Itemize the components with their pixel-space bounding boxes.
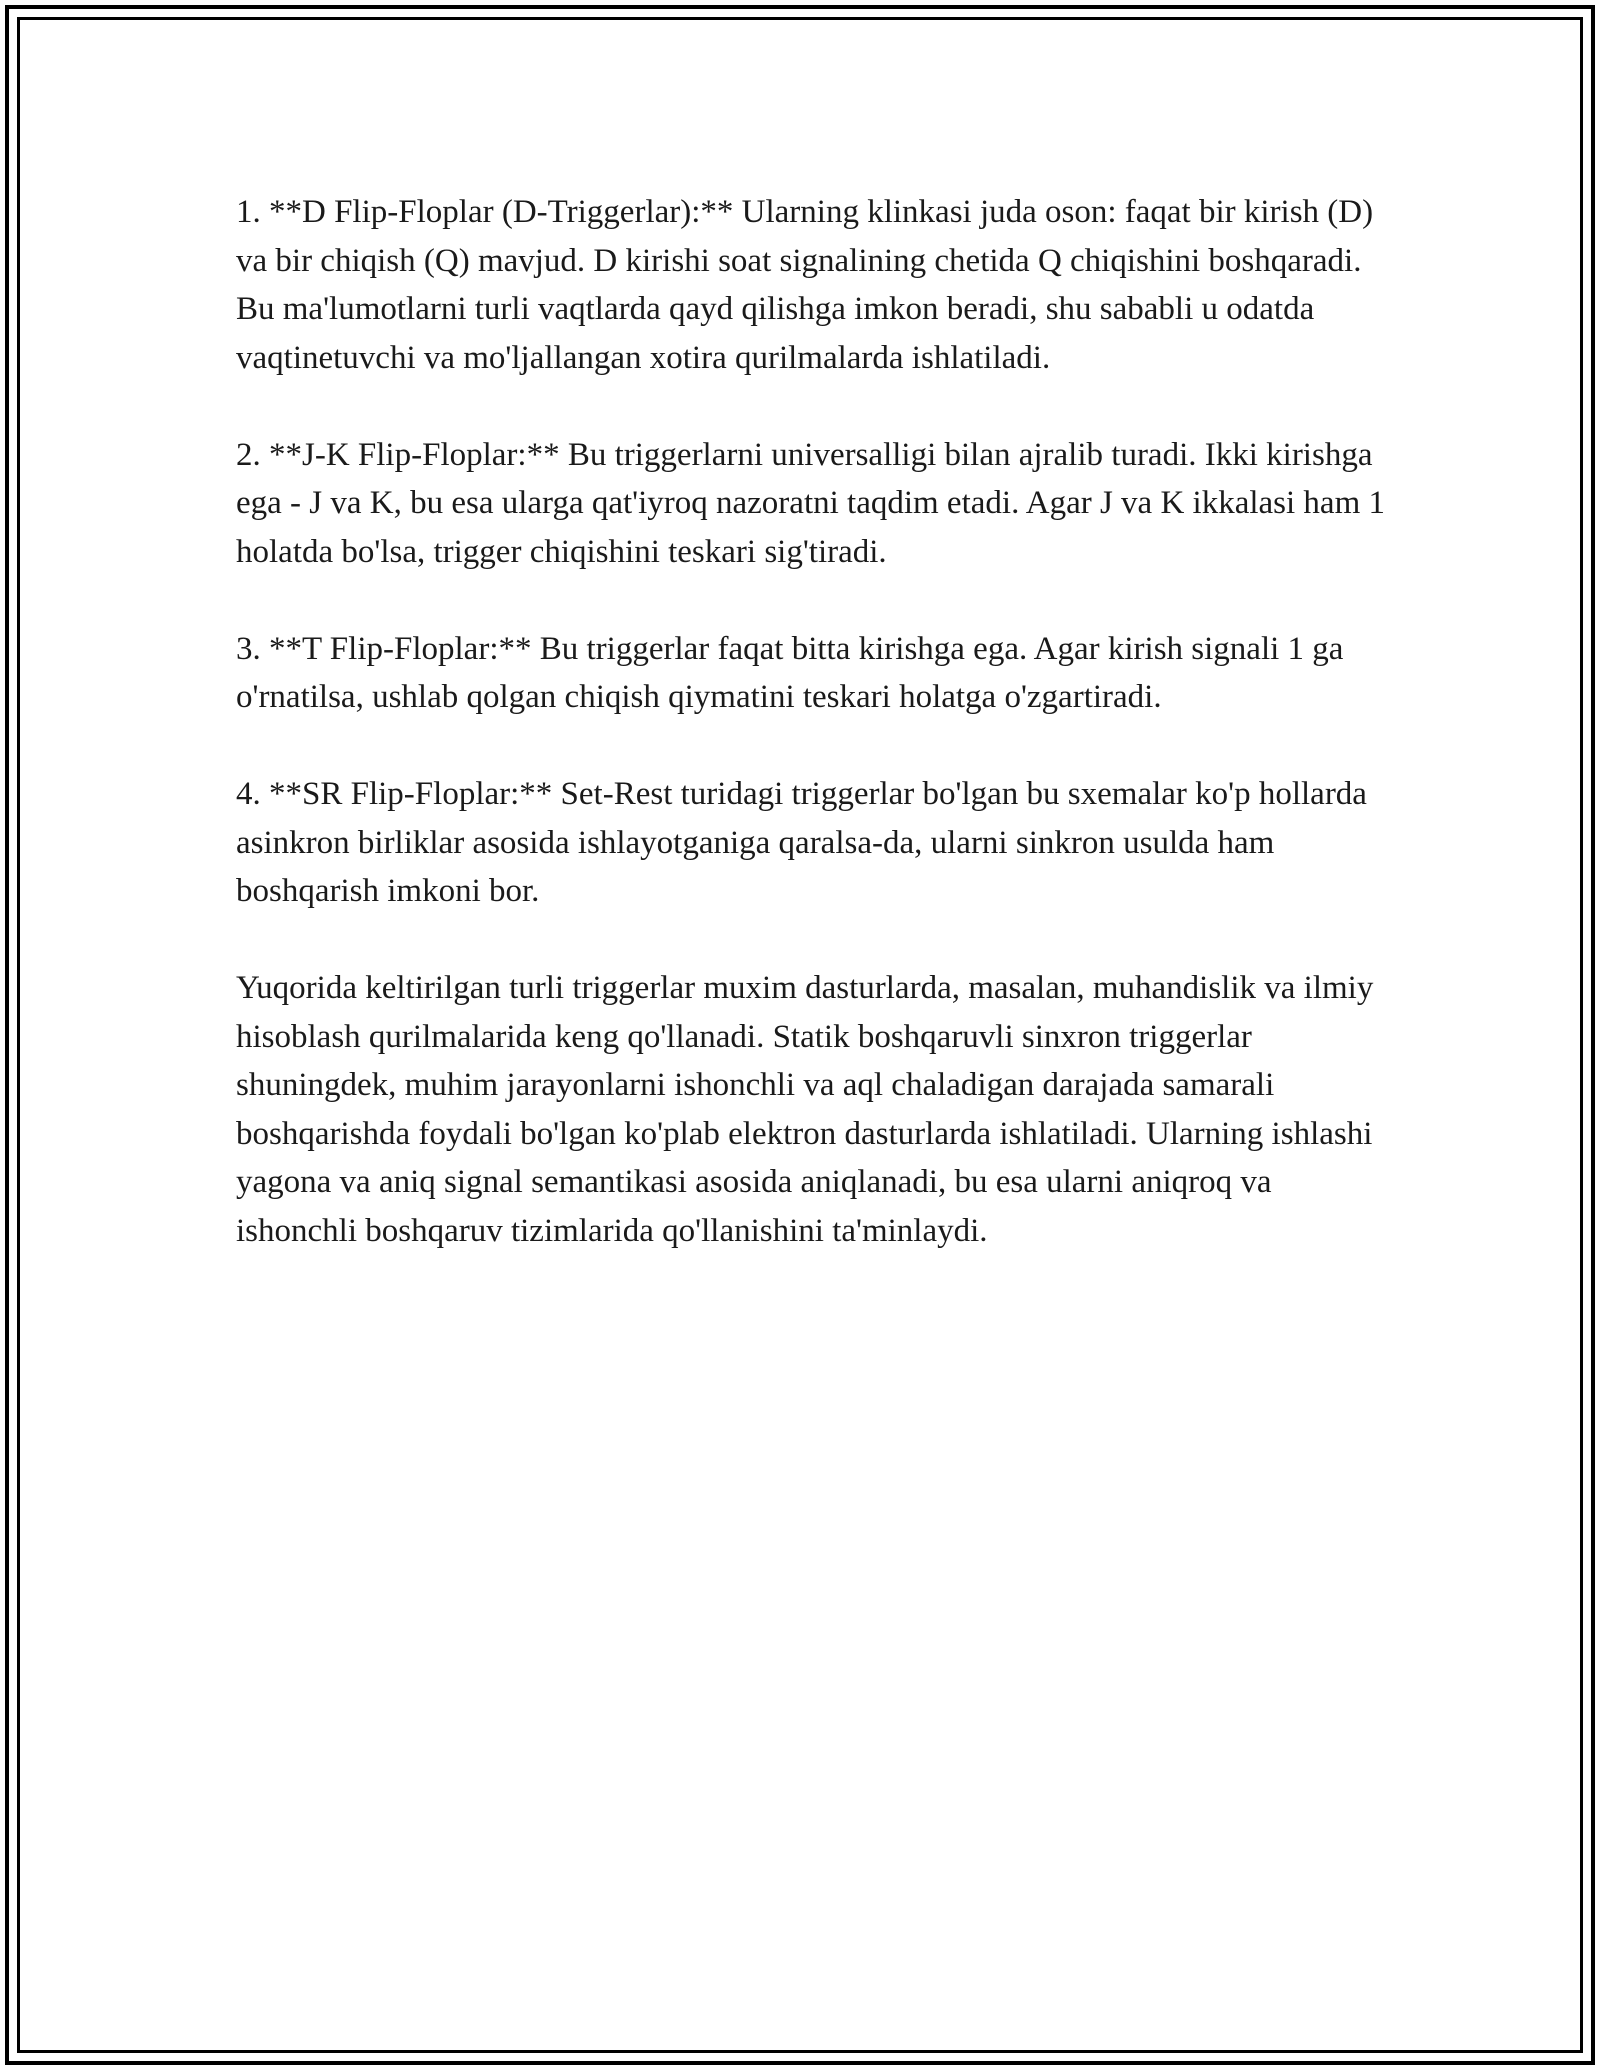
paragraph-summary: Yuqorida keltirilgan turli triggerlar muxim dasturlarda, masalan, muhandislik va ilmiy hisoblash qurilmalarida keng qo'llanadi. Statik boshqaruvli sinxron triggerlar shuningdek, muhim jarayonlarni ishonchli va aql chaladigan darajada samarali boshqarishda foydali bo'lgan ko'plab elektron dasturlarda ishlatiladi. Ularning ishlashi yagona va aniq signal semantikasi asosida aniqlanadi, bu esa ularni aniqroq va ishonchli boshqaruv tizimlarida qo'llanishini ta'minlaydi. [236,970,1374,1249]
paragraph-jk-flip-flop: 2. **J-K Flip-Floplar:** Bu triggerlarni universalligi bilan ajralib turadi. Ikki kirishga ega - J va K, bu esa ularga qat'iyroq nazoratni taqdim etadi. Agar J va K ikkalasi ham 1 holatda bo'lsa, trigger chiqishini teskari sig'tiradi. [236,436,1385,570]
document-body [236,188,1386,1304]
paragraph-t-flip-flop: 3. **T Flip-Floplar:** Bu triggerlar faqat bitta kirishga ega. Agar kirish signali 1 ga o'rnatilsa, ushlab qolgan chiqish qiymatini teskari holatga o'zgartiradi. [236,630,1344,715]
paragraph-d-flip-flop: 1. **D Flip-Floplar (D-Triggerlar):** Ularning klinkasi juda oson: faqat bir kirish (D) va bir chiqish (Q) mavjud. D kirishi soat signalining chetida Q chiqishini boshqaradi. Bu ma'lumotlarni turli vaqtlarda qayd qilishga imkon beradi, shu sababli u odatda vaqtinetuvchi va mo'ljallangan xotira qurilmalarda ishlatiladi. [236,194,1374,376]
paragraph-sr-flip-flop: 4. **SR Flip-Floplar:** Set-Rest turidagi triggerlar bo'lgan bu sxemalar ko'p hollarda asinkron birliklar asosida ishlayotganiga qaralsa-da, ularni sinkron usulda ham boshqarish imkoni bor. [236,776,1367,909]
